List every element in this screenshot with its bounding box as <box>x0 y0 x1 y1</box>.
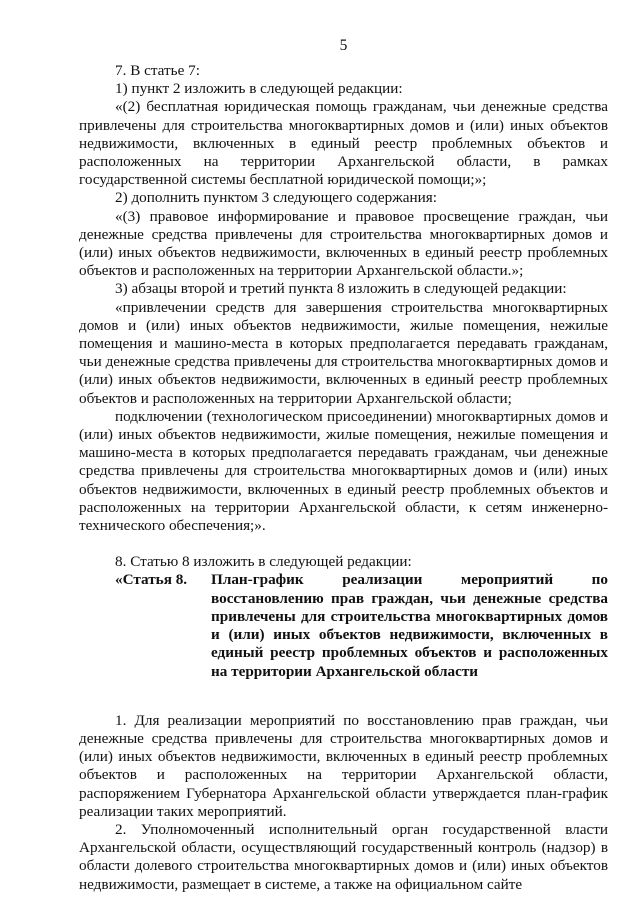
article-8-heading <box>79 571 608 680</box>
section-7-heading: 7. В статье 7: <box>115 62 200 79</box>
page-number: 5 <box>339 37 348 54</box>
section-8-heading: 8. Статью 8 изложить в следующей редакции: <box>115 553 412 571</box>
article-7-item-3-intro: 3) абзацы второй и третий пункта 8 изложить в следующей редакции: <box>115 280 567 298</box>
section-spacer <box>79 535 608 553</box>
document-content <box>79 62 608 894</box>
article-8-paragraph-2: 2. Уполномоченный исполнительный орган государственной власти Архангельской области, осуществляющий государственный контроль (надзор) в области долевого строительства многоквартирных домов и (или) иных объектов недвижимости, размещает в системе, а также на официальном сайте <box>79 820 608 893</box>
article-7-paragraph-2-text: «привлечении средств для завершения строительства многоквартирных домов и (или) иных объектов недвижимости, жилые помещения, нежилые помещения и машино-места в которых предполагается передавать гражданам, чьи денежные средства привлечены для строительства многоквартирных домов и (или) иных объектов недвижимости, включенных в единый реестр проблемных объектов и расположенных на территории Архангельской области; <box>79 298 608 407</box>
article-title: План-график реализации мероприятий по восстановлению прав граждан, чьи денежные средства привлечены для строительства многоквартирных домов и (или) иных объектов недвижимости, включенных в единый реестр проблемных объектов и расположенных на территории Архангельской области <box>211 571 608 680</box>
article-7-paragraph-3-text: подключении (технологическом присоединении) многоквартирных домов и (или) иных объектов недвижимости, жилые помещения, нежилые помещения и машино-места в которых предполагается передавать гражданам, чьи денежные средства привлечены для строительства многоквартирных домов и (или) иных объектов недвижимости, включенных в единый реестр проблемных объектов и расположенных на территории Архангельской области, к сетям инженерно-технического обеспечения;». <box>79 407 608 535</box>
article-7-item-1-intro: 1) пункт 2 изложить в следующей редакции: <box>115 80 403 98</box>
article-7-item-2-text: «(2) бесплатная юридическая помощь гражданам, чьи денежные средства привлечены для строительства многоквартирных домов и (или) иных объектов недвижимости, включенных в единый реестр проблемных объектов и расположенных на территории Архангельской области, в рамках государственной системы бесплатной юридической помощи;»; <box>79 98 608 189</box>
article-label: «Статья 8. <box>115 571 188 589</box>
article-8-paragraph-1: 1. Для реализации мероприятий по восстановлению прав граждан, чьи денежные средства привлечены для строительства многоквартирных домов и (или) иных объектов недвижимости, включенных в единый реестр проблемных объектов и расположенных на территории Архангельской области, распоряжением Губернатора Архангельской области утверждается план-график реализации таких мероприятий. <box>79 711 608 820</box>
document-page <box>79 0 608 905</box>
article-7-item-3-text: «(3) правовое информирование и правовое просвещение граждан, чьи денежные средства привлечены для строительства многоквартирных домов и (или) иных объектов недвижимости, включенных в единый реестр проблемных объектов и расположенных на территории Архангельской области.»; <box>79 207 608 280</box>
article-title-spacer <box>79 681 608 712</box>
article-7-item-2-intro: 2) дополнить пунктом 3 следующего содержания: <box>115 189 437 207</box>
